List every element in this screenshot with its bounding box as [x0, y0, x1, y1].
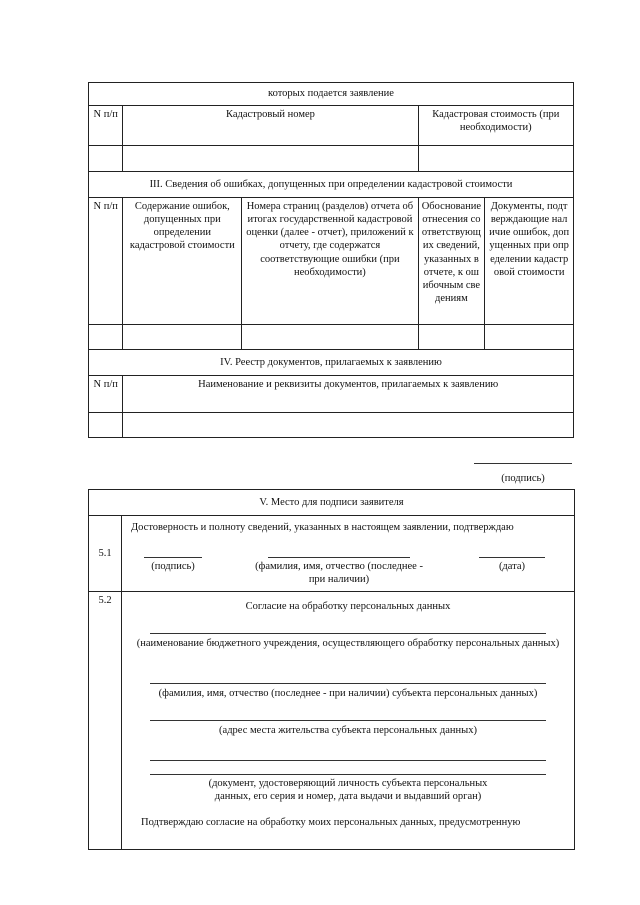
institution-caption: (наименование бюджетного учреждения, осуществляющего обработку персональных данных) — [136, 638, 560, 649]
institution-line[interactable] — [150, 633, 546, 634]
cadastral-value-cell[interactable] — [418, 146, 573, 172]
supporting-docs-cell[interactable] — [485, 325, 574, 350]
applicant-signature-line[interactable] — [144, 557, 202, 558]
date-line[interactable] — [479, 557, 545, 558]
attached-docs-cell[interactable] — [123, 413, 574, 438]
id-document-line-1[interactable] — [150, 760, 546, 761]
basis-cell[interactable] — [418, 325, 485, 350]
s3-col-docs-header: Документы, подтверждающие наличие ошибок, допущенных при определении кадастровой стоимости — [485, 198, 574, 325]
applicant-signature-caption: (подпись) — [151, 561, 195, 572]
empty-cell[interactable] — [89, 413, 123, 438]
row-5-1-number: 5.1 — [89, 516, 122, 592]
signature-caption: (подпись) — [501, 473, 545, 484]
signature-line[interactable] — [474, 463, 572, 464]
applicant-name-caption: (фамилия, имя, отчество (последнее - при наличии) — [255, 561, 423, 586]
id-document-caption: (документ, удостоверяющий личность субъекта персональных данных, его серия и номер, дата выдачи и выдавший орган) — [208, 778, 488, 803]
cadastral-number-cell[interactable] — [123, 146, 418, 172]
error-content-cell[interactable] — [123, 325, 242, 350]
empty-cell[interactable] — [89, 146, 123, 172]
applicant-name-line[interactable] — [268, 557, 410, 558]
empty-cell[interactable] — [89, 325, 123, 350]
id-document-line-2[interactable] — [150, 774, 546, 775]
col-cadastral-value-header: Кадастровая стоимость (при необходимости) — [418, 106, 573, 146]
section3-title: III. Сведения об ошибках, допущенных при определении кадастровой стоимости — [89, 172, 574, 198]
continuation-heading: которых подается заявление — [89, 83, 574, 106]
section4-title: IV. Реестр документов, прилагаемых к заявлению — [89, 350, 574, 376]
subject-name-line[interactable] — [150, 683, 546, 684]
s3-col-basis-header: Обоснование отнесения соответствующих сведений, указанных в отчете, к ошибочным сведениям — [418, 198, 485, 325]
section5-title: V. Место для подписи заявителя — [89, 490, 575, 516]
s3-col-content-header: Содержание ошибок, допущенных при определении кадастровой стоимости — [123, 198, 242, 325]
subject-name-caption: (фамилия, имя, отчество (последнее - при наличии) субъекта персональных данных) — [158, 688, 538, 699]
address-caption: (адрес места жительства субъекта персональных данных) — [219, 725, 477, 736]
s4-col-docs-header: Наименование и реквизиты документов, прилагаемых к заявлению — [123, 376, 574, 413]
col-n-header: N п/п — [89, 106, 123, 146]
col-cadastral-number-header: Кадастровый номер — [123, 106, 418, 146]
s3-col-n-header: N п/п — [89, 198, 123, 325]
row-5-2-number: 5.2 — [89, 592, 122, 850]
s4-col-n-header: N п/п — [89, 376, 123, 413]
consent-title: Согласие на обработку персональных данных — [245, 601, 451, 612]
address-line[interactable] — [150, 720, 546, 721]
consent-text: Подтверждаю согласие на обработку моих персональных данных, предусмотренную — [141, 817, 521, 828]
date-caption: (дата) — [498, 561, 526, 572]
objects-and-errors-table — [88, 82, 574, 438]
s3-col-pages-header: Номера страниц (разделов) отчета об итогах государственной кадастровой оценки (далее - отчет), приложений к отчету, где содержатся соответствующие ошибки (при необходимости) — [242, 198, 418, 325]
reliability-confirmation: Достоверность и полноту сведений, указанных в настоящем заявлении, подтверждаю — [131, 522, 514, 533]
report-pages-cell[interactable] — [242, 325, 418, 350]
